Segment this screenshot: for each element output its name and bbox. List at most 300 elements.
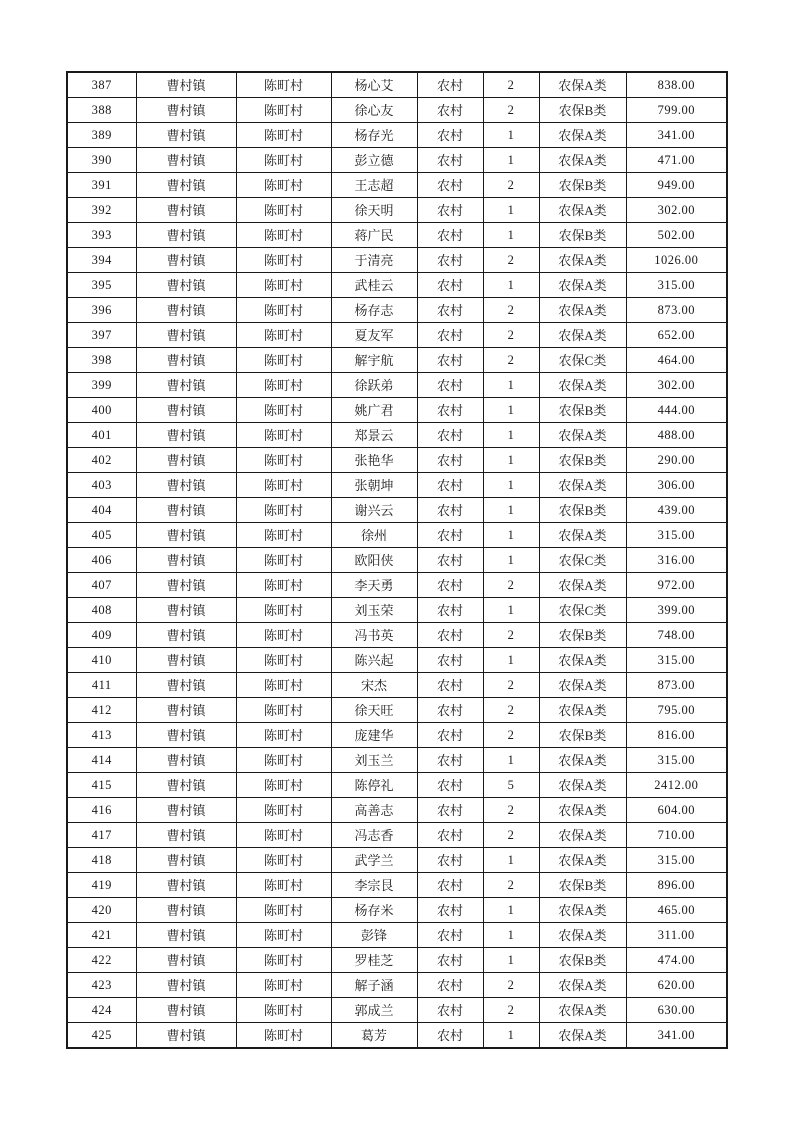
cell-town: 曹村镇 — [136, 673, 236, 698]
table-row — [67, 673, 727, 698]
cell-town: 曹村镇 — [136, 523, 236, 548]
cell-person-name: 王志超 — [331, 173, 417, 198]
cell-insurance-type: 农保A类 — [539, 848, 626, 873]
cell-village: 陈町村 — [236, 973, 331, 998]
cell-village: 陈町村 — [236, 348, 331, 373]
cell-amount: 302.00 — [626, 373, 727, 398]
table-row — [67, 148, 727, 173]
cell-insurance-type: 农保B类 — [539, 498, 626, 523]
cell-amount: 311.00 — [626, 923, 727, 948]
cell-amount: 873.00 — [626, 673, 727, 698]
table-row — [67, 348, 727, 373]
cell-village: 陈町村 — [236, 398, 331, 423]
cell-row-number: 412 — [67, 698, 136, 723]
table-row — [67, 823, 727, 848]
cell-insurance-type: 农保A类 — [539, 523, 626, 548]
table-row — [67, 72, 727, 98]
cell-person-name: 徐天旺 — [331, 698, 417, 723]
benefits-roster-table — [66, 71, 728, 1049]
cell-person-name: 蒋广民 — [331, 223, 417, 248]
cell-village: 陈町村 — [236, 448, 331, 473]
cell-person-name: 高善志 — [331, 798, 417, 823]
cell-person-count: 2 — [483, 973, 539, 998]
cell-residence: 农村 — [417, 323, 483, 348]
cell-insurance-type: 农保A类 — [539, 123, 626, 148]
table-row — [67, 573, 727, 598]
cell-person-count: 2 — [483, 72, 539, 98]
cell-town: 曹村镇 — [136, 723, 236, 748]
cell-person-count: 1 — [483, 1023, 539, 1049]
cell-residence: 农村 — [417, 498, 483, 523]
cell-row-number: 388 — [67, 98, 136, 123]
cell-village: 陈町村 — [236, 373, 331, 398]
cell-village: 陈町村 — [236, 998, 331, 1023]
cell-village: 陈町村 — [236, 98, 331, 123]
cell-village: 陈町村 — [236, 198, 331, 223]
cell-person-count: 1 — [483, 923, 539, 948]
cell-town: 曹村镇 — [136, 973, 236, 998]
cell-person-name: 冯书英 — [331, 623, 417, 648]
cell-town: 曹村镇 — [136, 398, 236, 423]
table-row — [67, 398, 727, 423]
cell-insurance-type: 农保B类 — [539, 448, 626, 473]
cell-insurance-type: 农保A类 — [539, 298, 626, 323]
cell-person-name: 解宇航 — [331, 348, 417, 373]
table-row — [67, 948, 727, 973]
cell-amount: 620.00 — [626, 973, 727, 998]
cell-row-number: 395 — [67, 273, 136, 298]
cell-amount: 315.00 — [626, 523, 727, 548]
cell-town: 曹村镇 — [136, 373, 236, 398]
cell-row-number: 419 — [67, 873, 136, 898]
cell-town: 曹村镇 — [136, 123, 236, 148]
table-row — [67, 848, 727, 873]
cell-person-count: 2 — [483, 298, 539, 323]
cell-person-count: 2 — [483, 623, 539, 648]
cell-village: 陈町村 — [236, 72, 331, 98]
cell-row-number: 397 — [67, 323, 136, 348]
cell-row-number: 408 — [67, 598, 136, 623]
cell-town: 曹村镇 — [136, 498, 236, 523]
cell-village: 陈町村 — [236, 173, 331, 198]
cell-row-number: 422 — [67, 948, 136, 973]
cell-town: 曹村镇 — [136, 823, 236, 848]
cell-village: 陈町村 — [236, 223, 331, 248]
cell-insurance-type: 农保B类 — [539, 873, 626, 898]
cell-residence: 农村 — [417, 373, 483, 398]
cell-town: 曹村镇 — [136, 1023, 236, 1049]
cell-person-count: 1 — [483, 398, 539, 423]
cell-person-count: 1 — [483, 423, 539, 448]
cell-person-name: 徐跃弟 — [331, 373, 417, 398]
cell-town: 曹村镇 — [136, 623, 236, 648]
cell-residence: 农村 — [417, 198, 483, 223]
cell-person-name: 武学兰 — [331, 848, 417, 873]
table-row — [67, 548, 727, 573]
cell-insurance-type: 农保B类 — [539, 398, 626, 423]
cell-person-name: 庞建华 — [331, 723, 417, 748]
cell-row-number: 391 — [67, 173, 136, 198]
cell-insurance-type: 农保B类 — [539, 98, 626, 123]
cell-village: 陈町村 — [236, 498, 331, 523]
cell-village: 陈町村 — [236, 598, 331, 623]
cell-person-name: 解子涵 — [331, 973, 417, 998]
cell-residence: 农村 — [417, 423, 483, 448]
cell-town: 曹村镇 — [136, 898, 236, 923]
cell-amount: 2412.00 — [626, 773, 727, 798]
cell-person-name: 于清亮 — [331, 248, 417, 273]
cell-person-count: 1 — [483, 473, 539, 498]
cell-person-count: 2 — [483, 248, 539, 273]
cell-person-count: 2 — [483, 798, 539, 823]
table-row — [67, 623, 727, 648]
cell-residence: 农村 — [417, 72, 483, 98]
cell-insurance-type: 农保A类 — [539, 573, 626, 598]
cell-row-number: 417 — [67, 823, 136, 848]
cell-insurance-type: 农保B类 — [539, 173, 626, 198]
cell-village: 陈町村 — [236, 548, 331, 573]
cell-amount: 341.00 — [626, 123, 727, 148]
cell-village: 陈町村 — [236, 473, 331, 498]
cell-person-name: 欧阳侠 — [331, 548, 417, 573]
cell-amount: 444.00 — [626, 398, 727, 423]
cell-person-name: 陈兴起 — [331, 648, 417, 673]
cell-town: 曹村镇 — [136, 648, 236, 673]
cell-residence: 农村 — [417, 223, 483, 248]
cell-residence: 农村 — [417, 173, 483, 198]
cell-row-number: 414 — [67, 748, 136, 773]
cell-residence: 农村 — [417, 98, 483, 123]
cell-amount: 316.00 — [626, 548, 727, 573]
cell-row-number: 393 — [67, 223, 136, 248]
table-row — [67, 748, 727, 773]
cell-person-name: 李宗艮 — [331, 873, 417, 898]
cell-person-name: 葛芳 — [331, 1023, 417, 1049]
cell-amount: 315.00 — [626, 748, 727, 773]
cell-residence: 农村 — [417, 998, 483, 1023]
cell-amount: 972.00 — [626, 573, 727, 598]
cell-person-name: 罗桂芝 — [331, 948, 417, 973]
cell-person-count: 1 — [483, 273, 539, 298]
cell-village: 陈町村 — [236, 123, 331, 148]
cell-residence: 农村 — [417, 548, 483, 573]
cell-person-count: 2 — [483, 698, 539, 723]
cell-person-count: 2 — [483, 823, 539, 848]
cell-row-number: 401 — [67, 423, 136, 448]
cell-row-number: 407 — [67, 573, 136, 598]
cell-person-count: 2 — [483, 348, 539, 373]
cell-insurance-type: 农保C类 — [539, 548, 626, 573]
table-row — [67, 523, 727, 548]
cell-person-count: 2 — [483, 98, 539, 123]
cell-residence: 农村 — [417, 823, 483, 848]
cell-village: 陈町村 — [236, 423, 331, 448]
cell-insurance-type: 农保A类 — [539, 423, 626, 448]
cell-person-count: 2 — [483, 573, 539, 598]
cell-person-name: 刘玉荣 — [331, 598, 417, 623]
cell-insurance-type: 农保A类 — [539, 198, 626, 223]
cell-person-count: 1 — [483, 598, 539, 623]
cell-person-count: 2 — [483, 723, 539, 748]
cell-amount: 630.00 — [626, 998, 727, 1023]
cell-residence: 农村 — [417, 648, 483, 673]
cell-amount: 399.00 — [626, 598, 727, 623]
cell-amount: 471.00 — [626, 148, 727, 173]
cell-row-number: 421 — [67, 923, 136, 948]
cell-town: 曹村镇 — [136, 323, 236, 348]
table-row — [67, 723, 727, 748]
cell-amount: 502.00 — [626, 223, 727, 248]
cell-person-name: 冯志香 — [331, 823, 417, 848]
cell-insurance-type: 农保A类 — [539, 323, 626, 348]
cell-insurance-type: 农保A类 — [539, 673, 626, 698]
cell-village: 陈町村 — [236, 873, 331, 898]
table-row — [67, 198, 727, 223]
table-row — [67, 448, 727, 473]
cell-row-number: 409 — [67, 623, 136, 648]
cell-village: 陈町村 — [236, 698, 331, 723]
cell-amount: 341.00 — [626, 1023, 727, 1049]
cell-town: 曹村镇 — [136, 348, 236, 373]
cell-village: 陈町村 — [236, 948, 331, 973]
cell-person-count: 1 — [483, 523, 539, 548]
cell-person-count: 1 — [483, 548, 539, 573]
table-row — [67, 298, 727, 323]
cell-residence: 农村 — [417, 623, 483, 648]
cell-town: 曹村镇 — [136, 573, 236, 598]
cell-insurance-type: 农保A类 — [539, 998, 626, 1023]
table-row — [67, 798, 727, 823]
cell-person-name: 张朝坤 — [331, 473, 417, 498]
cell-row-number: 415 — [67, 773, 136, 798]
cell-town: 曹村镇 — [136, 748, 236, 773]
cell-residence: 农村 — [417, 923, 483, 948]
cell-insurance-type: 农保A类 — [539, 898, 626, 923]
cell-residence: 农村 — [417, 248, 483, 273]
cell-person-count: 2 — [483, 673, 539, 698]
cell-person-count: 2 — [483, 998, 539, 1023]
cell-residence: 农村 — [417, 598, 483, 623]
cell-town: 曹村镇 — [136, 948, 236, 973]
cell-amount: 315.00 — [626, 848, 727, 873]
cell-amount: 748.00 — [626, 623, 727, 648]
cell-residence: 农村 — [417, 123, 483, 148]
cell-insurance-type: 农保A类 — [539, 823, 626, 848]
cell-village: 陈町村 — [236, 898, 331, 923]
cell-insurance-type: 农保C类 — [539, 598, 626, 623]
cell-village: 陈町村 — [236, 648, 331, 673]
cell-person-count: 1 — [483, 848, 539, 873]
table-row — [67, 648, 727, 673]
cell-insurance-type: 农保A类 — [539, 1023, 626, 1049]
cell-village: 陈町村 — [236, 298, 331, 323]
cell-insurance-type: 农保A类 — [539, 273, 626, 298]
cell-person-name: 姚广君 — [331, 398, 417, 423]
cell-amount: 1026.00 — [626, 248, 727, 273]
cell-village: 陈町村 — [236, 1023, 331, 1049]
cell-residence: 农村 — [417, 698, 483, 723]
cell-village: 陈町村 — [236, 673, 331, 698]
cell-person-name: 彭立德 — [331, 148, 417, 173]
cell-person-name: 杨存米 — [331, 898, 417, 923]
cell-town: 曹村镇 — [136, 98, 236, 123]
cell-insurance-type: 农保B类 — [539, 223, 626, 248]
cell-row-number: 387 — [67, 72, 136, 98]
cell-insurance-type: 农保B类 — [539, 723, 626, 748]
cell-insurance-type: 农保A类 — [539, 798, 626, 823]
cell-row-number: 405 — [67, 523, 136, 548]
cell-town: 曹村镇 — [136, 773, 236, 798]
cell-residence: 农村 — [417, 723, 483, 748]
cell-amount: 306.00 — [626, 473, 727, 498]
cell-village: 陈町村 — [236, 923, 331, 948]
cell-town: 曹村镇 — [136, 798, 236, 823]
cell-residence: 农村 — [417, 673, 483, 698]
cell-town: 曹村镇 — [136, 148, 236, 173]
cell-town: 曹村镇 — [136, 223, 236, 248]
cell-residence: 农村 — [417, 848, 483, 873]
cell-residence: 农村 — [417, 798, 483, 823]
table-row — [67, 898, 727, 923]
cell-person-name: 徐天明 — [331, 198, 417, 223]
cell-person-count: 1 — [483, 898, 539, 923]
cell-row-number: 392 — [67, 198, 136, 223]
table-body — [67, 72, 727, 1048]
cell-row-number: 404 — [67, 498, 136, 523]
cell-row-number: 425 — [67, 1023, 136, 1049]
table-row — [67, 473, 727, 498]
cell-person-count: 1 — [483, 223, 539, 248]
cell-amount: 896.00 — [626, 873, 727, 898]
cell-person-name: 杨心艾 — [331, 72, 417, 98]
cell-town: 曹村镇 — [136, 248, 236, 273]
table-row — [67, 123, 727, 148]
cell-person-name: 杨存志 — [331, 298, 417, 323]
cell-row-number: 406 — [67, 548, 136, 573]
cell-residence: 农村 — [417, 973, 483, 998]
cell-town: 曹村镇 — [136, 198, 236, 223]
cell-residence: 农村 — [417, 573, 483, 598]
cell-person-name: 夏友军 — [331, 323, 417, 348]
table-row — [67, 1023, 727, 1049]
cell-amount: 816.00 — [626, 723, 727, 748]
cell-town: 曹村镇 — [136, 173, 236, 198]
cell-row-number: 403 — [67, 473, 136, 498]
cell-amount: 315.00 — [626, 648, 727, 673]
table-row — [67, 923, 727, 948]
cell-person-count: 2 — [483, 323, 539, 348]
table-row — [67, 873, 727, 898]
cell-village: 陈町村 — [236, 723, 331, 748]
cell-residence: 农村 — [417, 298, 483, 323]
cell-row-number: 411 — [67, 673, 136, 698]
cell-row-number: 399 — [67, 373, 136, 398]
cell-person-name: 郑景云 — [331, 423, 417, 448]
cell-person-count: 1 — [483, 648, 539, 673]
cell-residence: 农村 — [417, 773, 483, 798]
cell-amount: 464.00 — [626, 348, 727, 373]
cell-amount: 604.00 — [626, 798, 727, 823]
cell-row-number: 400 — [67, 398, 136, 423]
cell-amount: 315.00 — [626, 273, 727, 298]
cell-person-count: 1 — [483, 748, 539, 773]
cell-village: 陈町村 — [236, 798, 331, 823]
cell-amount: 290.00 — [626, 448, 727, 473]
table-row — [67, 223, 727, 248]
cell-person-name: 徐州 — [331, 523, 417, 548]
cell-person-name: 武桂云 — [331, 273, 417, 298]
cell-person-count: 2 — [483, 873, 539, 898]
cell-amount: 949.00 — [626, 173, 727, 198]
cell-person-name: 刘玉兰 — [331, 748, 417, 773]
cell-town: 曹村镇 — [136, 548, 236, 573]
cell-residence: 农村 — [417, 948, 483, 973]
table-row — [67, 598, 727, 623]
table-row — [67, 498, 727, 523]
cell-town: 曹村镇 — [136, 72, 236, 98]
cell-residence: 农村 — [417, 448, 483, 473]
cell-amount: 873.00 — [626, 298, 727, 323]
cell-insurance-type: 农保C类 — [539, 348, 626, 373]
cell-town: 曹村镇 — [136, 473, 236, 498]
cell-amount: 710.00 — [626, 823, 727, 848]
cell-town: 曹村镇 — [136, 448, 236, 473]
table-row — [67, 998, 727, 1023]
cell-residence: 农村 — [417, 148, 483, 173]
cell-row-number: 396 — [67, 298, 136, 323]
cell-insurance-type: 农保A类 — [539, 248, 626, 273]
cell-person-name: 陈停礼 — [331, 773, 417, 798]
cell-insurance-type: 农保B类 — [539, 623, 626, 648]
cell-person-count: 2 — [483, 173, 539, 198]
cell-amount: 474.00 — [626, 948, 727, 973]
cell-row-number: 420 — [67, 898, 136, 923]
cell-village: 陈町村 — [236, 623, 331, 648]
cell-person-count: 1 — [483, 373, 539, 398]
cell-insurance-type: 农保A类 — [539, 748, 626, 773]
cell-person-count: 1 — [483, 198, 539, 223]
cell-row-number: 418 — [67, 848, 136, 873]
cell-town: 曹村镇 — [136, 848, 236, 873]
table-row — [67, 98, 727, 123]
cell-residence: 农村 — [417, 398, 483, 423]
cell-row-number: 413 — [67, 723, 136, 748]
cell-person-name: 徐心友 — [331, 98, 417, 123]
cell-insurance-type: 农保B类 — [539, 948, 626, 973]
cell-amount: 302.00 — [626, 198, 727, 223]
cell-person-name: 郭成兰 — [331, 998, 417, 1023]
cell-town: 曹村镇 — [136, 298, 236, 323]
cell-amount: 488.00 — [626, 423, 727, 448]
cell-amount: 465.00 — [626, 898, 727, 923]
cell-town: 曹村镇 — [136, 923, 236, 948]
cell-town: 曹村镇 — [136, 423, 236, 448]
cell-row-number: 390 — [67, 148, 136, 173]
cell-village: 陈町村 — [236, 148, 331, 173]
cell-person-name: 杨存光 — [331, 123, 417, 148]
cell-person-count: 5 — [483, 773, 539, 798]
cell-insurance-type: 农保A类 — [539, 698, 626, 723]
cell-person-name: 谢兴云 — [331, 498, 417, 523]
table-row — [67, 173, 727, 198]
cell-town: 曹村镇 — [136, 998, 236, 1023]
cell-row-number: 398 — [67, 348, 136, 373]
cell-row-number: 424 — [67, 998, 136, 1023]
cell-person-name: 宋杰 — [331, 673, 417, 698]
cell-person-count: 1 — [483, 498, 539, 523]
cell-village: 陈町村 — [236, 523, 331, 548]
table-row — [67, 973, 727, 998]
